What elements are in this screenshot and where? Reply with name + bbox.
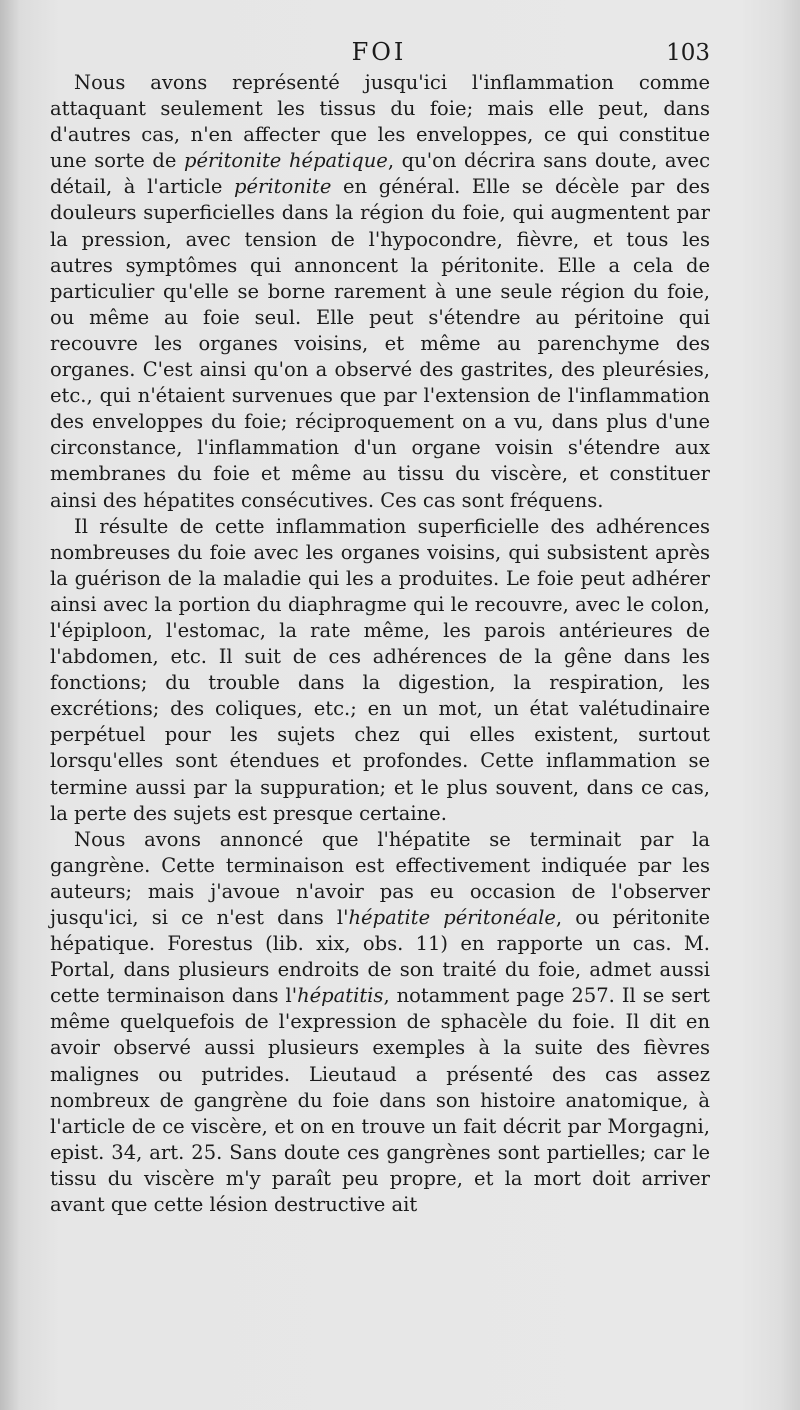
text-run: en général. Elle se décèle par des douleurs superficielles dans la région du foie, qui augmentent par la pression, avec tension de l'hypocondre, fièvre, et tous les autres symptômes qui annoncent la péritonite. Elle a cela de particulier qu'elle se borne rarement à une seule région du foie, ou même au foie seul. Elle peut s'étendre au péritoine qui recouvre les organes voisins, et même au parenchyme des organes. C'est ainsi qu'on a observé des gastrites, des pleurésies, etc., qui n'étaient survenues que par l'extension de l'inflammation des enveloppes du foie; réciproquement on a vu, dans plus d'une circonstance, l'inflammation d'un organe voisin s'étendre aux membranes du foie et même au tissu du viscère, et constituer ainsi des hépatites consécutives. Ces cas sont fréquens. — [50, 175, 710, 512]
text-run: Nous avons représenté jusqu'ici l'inflammation comme attaquant seulement les tissus du foie; mais elle peut, dans d'autres cas, n'en affecter que les enveloppes, ce qui constitue une sorte de — [50, 71, 710, 173]
running-head — [48, 38, 710, 72]
text-run: Nous avons annoncé que l'hépatite se terminait par la gangrène. Cette terminaison est effectivement indiquée par les auteurs; mais j'avoue n'avoir pas eu occasion de l'observer jusqu'ici, si ce n'est dans l' — [50, 827, 710, 929]
italic-term: péritonite — [234, 175, 332, 199]
italic-term: péritonite hépatique — [184, 149, 388, 173]
body-text — [50, 70, 710, 1218]
paragraph-2 — [50, 514, 710, 827]
paragraph-3 — [50, 827, 710, 1218]
page-number: 103 — [666, 40, 710, 66]
text-run: , qu'on décrira sans doute, avec détail, à l'article — [50, 149, 710, 199]
italic-term: hépatite péritonéale — [348, 906, 556, 929]
text-run: , notamment page 257. Il se sert même quelquefois de l'expression de sphacèle du foie. Il dit en avoir observé aussi plusieurs exemples à la suite des fièvres malignes ou putrides. Lieutaud a présenté des cas assez nombreux de gangrène du foie dans son histoire anatomique, à l'article de ce viscère, et on en trouve un fait décrit par Morgagni, epist. 34, art. 25. Sans doute ces gangrènes sont partielles; car le tissu du viscère m'y paraît peu propre, et la mort doit arriver avant que cette lésion destructive ait — [50, 984, 710, 1217]
paragraph-1 — [50, 70, 710, 514]
running-title: FOI — [351, 38, 407, 66]
italic-term: hépatitis — [297, 984, 384, 1008]
text-run: , ou péritonite hépatique. Forestus (lib. xix, obs. 11) en rapporte un cas. M. Portal, dans plusieurs endroits de son traité du foie, admet aussi cette terminaison dans l' — [50, 906, 710, 1008]
text-run: Il résulte de cette inflammation superficielle des adhérences nombreuses du foie avec les organes voisins, qui subsistent après la guérison de la maladie qui les a produites. Le foie peut adhérer ainsi avec la portion du diaphragme qui le recouvre, avec le colon, l'épiploon, l'estomac, la rate même, les parois antérieures de l'abdomen, etc. Il suit de ces adhérences de la gêne dans les fonctions; du trouble dans la digestion, la respiration, les excrétions; des coliques, etc.; en un mot, un état valétudinaire perpétuel pour les sujets chez qui elles existent, surtout lorsqu'elles sont étendues et profondes. Cette inflammation se termine aussi par la suppuration; et le plus souvent, dans ce cas, la perte des sujets est presque certaine. — [50, 514, 710, 825]
